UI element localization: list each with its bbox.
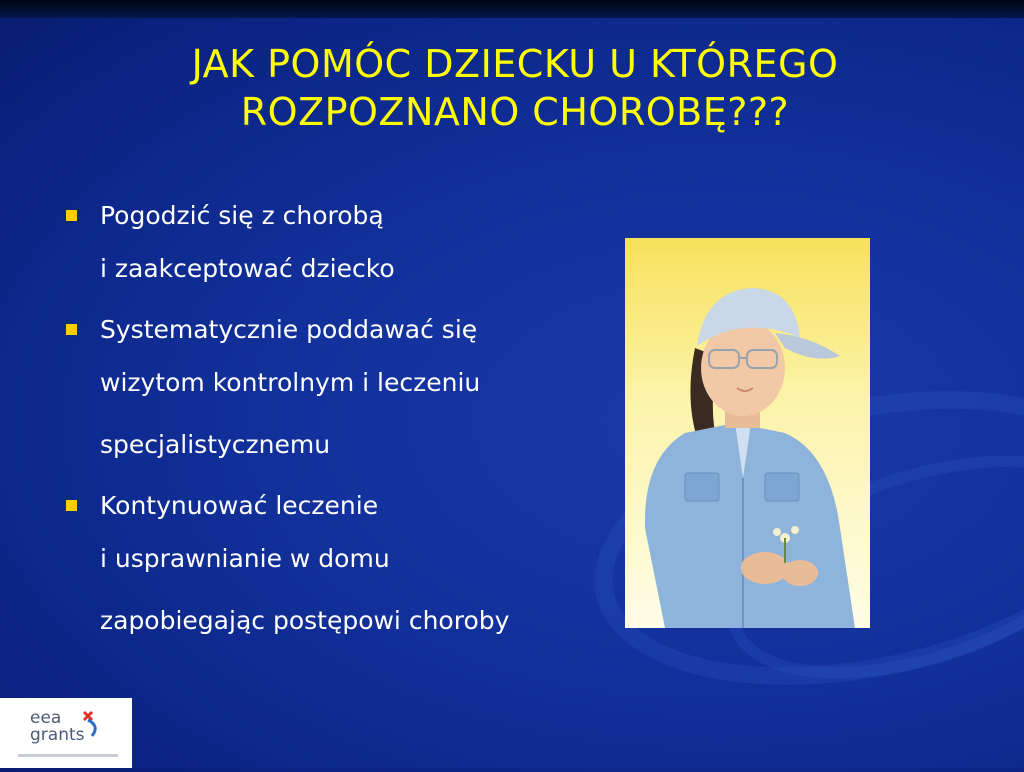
bullet-line: wizytom kontrolnym i leczeniu bbox=[100, 368, 481, 397]
bullet-square-icon bbox=[66, 210, 77, 221]
bullet-line: i zaakceptować dziecko bbox=[100, 254, 395, 283]
bullet-list bbox=[58, 194, 618, 660]
title-line: ROZPOZNANO CHOROBĘ??? bbox=[240, 90, 790, 134]
bullet-item bbox=[58, 484, 618, 652]
bullet-line: Pogodzić się z chorobą bbox=[100, 201, 384, 230]
top-dark-band bbox=[0, 0, 1024, 18]
slide-title bbox=[70, 40, 960, 136]
bullet-item bbox=[58, 308, 618, 476]
logo-line-eea: eea bbox=[30, 708, 62, 728]
child-illustration bbox=[625, 238, 870, 628]
logo-subtitle-rule bbox=[18, 754, 118, 757]
bullet-line: i usprawnianie w domu bbox=[100, 544, 390, 573]
bullet-square-icon bbox=[66, 500, 77, 511]
logo-text bbox=[30, 710, 85, 744]
eea-grants-logo bbox=[0, 698, 132, 768]
title-line: JAK POMÓC DZIECKU U KTÓREGO bbox=[191, 42, 839, 86]
bullet-square-icon bbox=[66, 324, 77, 335]
bullet-line: specjalistycznemu bbox=[100, 430, 331, 459]
logo-line-grants: grants bbox=[30, 725, 85, 745]
child-photo bbox=[625, 238, 870, 628]
bullet-item bbox=[58, 194, 618, 300]
bullet-line: zapobiegając postępowi choroby bbox=[100, 606, 510, 635]
bullet-line: Kontynuować leczenie bbox=[100, 491, 379, 520]
bullet-line: Systematycznie poddawać się bbox=[100, 315, 478, 344]
